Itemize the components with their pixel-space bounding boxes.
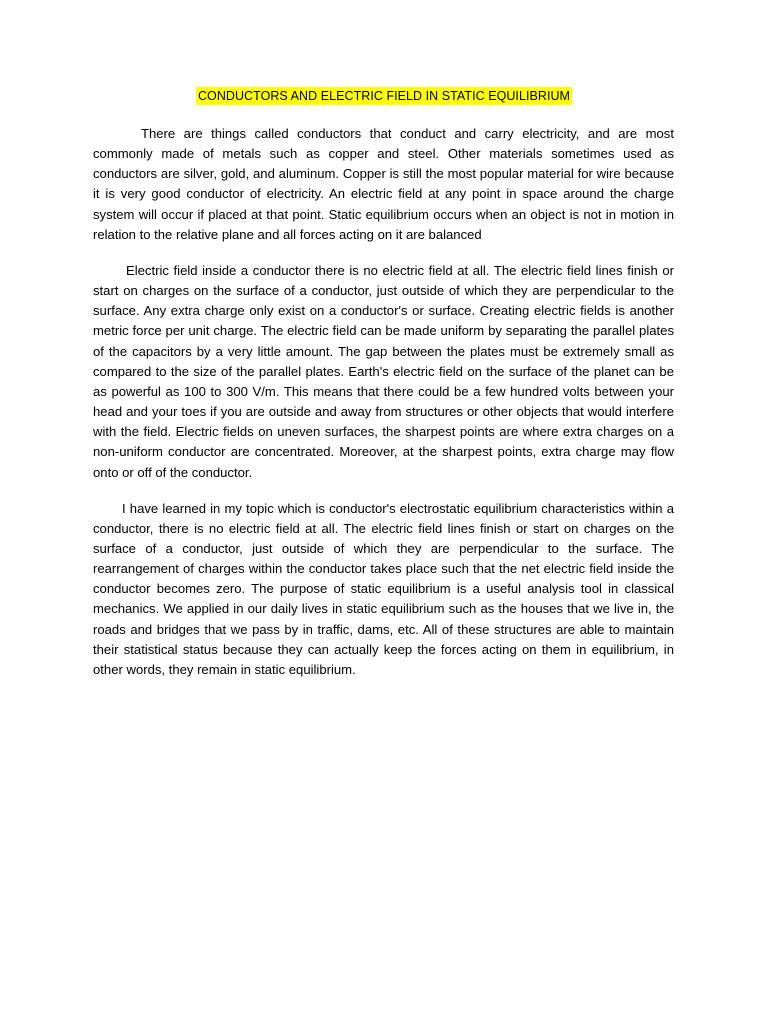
paragraph-2: Electric field inside a conductor there is no electric field at all. The electric field lines finish or start on charges on the surface of a conductor, just outside of which they are perpendicular to the surface. Any extra charge only exist on a conductor's or surface. Creating electric fields is another metric force per unit charge. The electric field can be made uniform by separating the parallel plates of the capacitors by a very little amount. The gap between the plates must be extremely small as compared to the size of the parallel plates. Earth's electric field on the surface of the planet can be as powerful as 100 to 300 V/m. This means that there could be a few hundred volts between your head and your toes if you are outside and away from structures or other objects that would interfere with the field. Electric fields on uneven surfaces, the sharpest points are where extra charges on a non-uniform conductor are concentrated. Moreover, at the sharpest points, extra charge may flow onto or off of the conductor. (93, 262, 674, 480)
title-container (0, 87, 768, 105)
document-body (93, 124, 674, 696)
document-title: CONDUCTORS AND ELECTRIC FIELD IN STATIC EQUILIBRIUM (197, 89, 571, 103)
paragraph-1: There are things called conductors that conduct and carry electricity, and are most commonly made of metals such as copper and steel. Other materials sometimes used as conductors are silver, gold, and aluminum. Copper is still the most popular material for wire because it is very good conductor of electricity. An electric field at any point in space around the charge system will occur if placed at that point. Static equilibrium occurs when an object is not in motion in relation to the relative plane and all forces acting on it are balanced (93, 126, 674, 242)
paragraph-3: I have learned in my topic which is conductor's electrostatic equilibrium characteristics within a conductor, there is no electric field at all. The electric field lines finish or start on charges on the surface of a conductor, just outside of which they are perpendicular to the surface. The rearrangement of charges within the conductor takes place such that the net electric field inside the conductor becomes zero. The purpose of static equilibrium is a useful analysis tool in classical mechanics. We applied in our daily lives in static equilibrium such as the houses that we live in, the roads and bridges that we pass by in traffic, dams, etc. All of these structures are able to maintain their statistical status because they can actually keep the forces acting on them in equilibrium, in other words, they remain in static equilibrium. (93, 500, 674, 677)
